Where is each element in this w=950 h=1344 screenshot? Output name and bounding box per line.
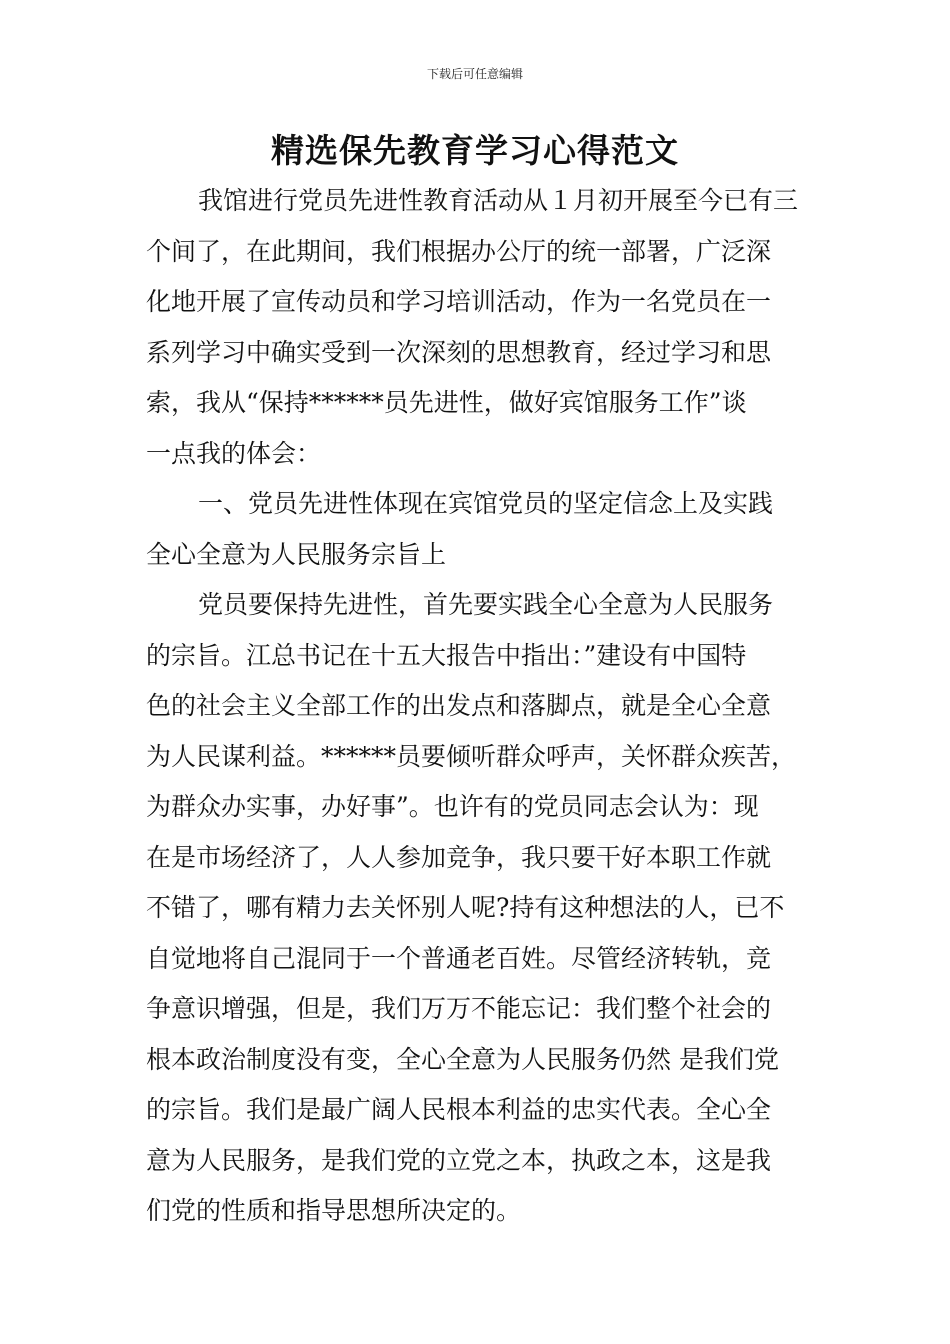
header-note: 下载后可任意编辑	[426, 67, 523, 81]
text-line: 个间了，在此期间，我们根据办公厅的统一部署，广泛深	[146, 236, 772, 266]
section-heading-line: 全心全意为人民服务宗旨上	[146, 539, 447, 569]
text-line: 索，我从“保持******员先进性，做好宾馆服务工作”谈	[146, 388, 747, 417]
text-line: 意为人民服务，是我们党的立党之本，执政之本，这是我	[146, 1145, 772, 1175]
document-title: 精选保先教育学习心得范文	[271, 131, 679, 170]
text-line: 为群众办实事，办好事”。也许有的党员同志会认为：现	[146, 792, 759, 821]
text-line: 在是市场经济了，人人参加竞争，我只要干好本职工作就	[146, 842, 772, 872]
text-line: 的宗旨。我们是最广阔人民根本利益的忠实代表。全心全	[146, 1095, 772, 1124]
text-line: 化地开展了宣传动员和学习培训活动，作为一名党员在一	[146, 287, 772, 316]
section-heading-line: 一、党员先进性体现在宾馆党员的坚定信念上及实践	[198, 489, 774, 518]
text-line: 自觉地将自己混同于一个普通老百姓。尽管经济转轨，竞	[146, 943, 772, 973]
text-line: 我馆进行党员先进性教育活动从１月初开展至今已有三	[198, 186, 799, 215]
text-line: 一点我的体会：	[146, 438, 322, 468]
text-line: 的宗旨。江总书记在十五大报告中指出：”建设有中国特	[146, 640, 747, 670]
text-line: 们党的性质和指导思想所决定的。	[146, 1196, 522, 1225]
text-line: 为人民谋利益。******员要倾听群众呼声，关怀群众疾苦，	[146, 741, 797, 771]
text-line: 根本政治制度没有变，全心全意为人民服务仍然 是我们党	[146, 1044, 779, 1074]
text-line: 党员要保持先进性，首先要实践全心全意为人民服务	[198, 590, 774, 619]
text-line: 争意识增强，但是，我们万万不能忘记：我们整个社会的	[146, 994, 772, 1023]
text-line: 不错了，哪有精力去关怀别人呢?持有这种想法的人，已不	[146, 893, 785, 922]
text-line: 色的社会主义全部工作的出发点和落脚点，就是全心全意	[146, 691, 772, 720]
text-line: 系列学习中确实受到一次深刻的思想教育，经过学习和思	[146, 337, 772, 367]
document-body	[146, 176, 806, 1237]
